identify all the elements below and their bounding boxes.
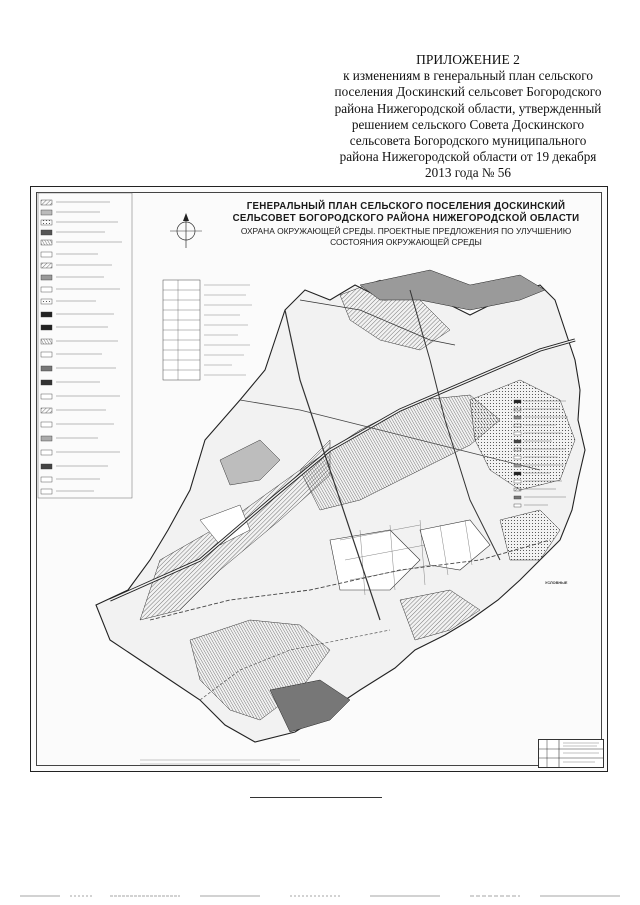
annex-line: района Нижегородской области, утвержденный <box>334 100 602 116</box>
map-title-line2: СЕЛЬСОВЕТ БОГОРОДСКОГО РАЙОНА НИЖЕГОРОДСКОЙ ОБЛАСТИ <box>232 213 580 224</box>
map-title-line1: ГЕНЕРАЛЬНЫЙ ПЛАН СЕЛЬСКОГО ПОСЕЛЕНИЯ ДОСКИНСКИЙ <box>246 201 566 212</box>
map-subtitle-line1: ОХРАНА ОКРУЖАЮЩЕЙ СРЕДЫ. ПРОЕКТНЫЕ ПРЕДЛОЖЕНИЯ ПО УЛУЧШЕНИЮ <box>240 226 572 236</box>
signature-rule <box>250 797 382 798</box>
annex-line: поселения Доскинский сельсовет Богородского <box>334 84 602 100</box>
map-subtitle-line2: СОСТОЯНИЯ ОКРУЖАЮЩЕЙ СРЕДЫ <box>330 237 482 247</box>
annex-line: сельсовета Богородского муниципального <box>349 133 587 149</box>
inner-legend <box>163 280 252 380</box>
compass-rose-icon <box>170 213 202 248</box>
annex-title: ПРИЛОЖЕНИЕ 2 <box>416 52 520 67</box>
annex-line: района Нижегородской области от 19 декабря <box>339 149 597 165</box>
bottom-notes <box>140 760 300 764</box>
annex-line: решением сельского Совета Доскинского <box>351 116 585 132</box>
left-legend <box>38 193 132 498</box>
right-legend-heading: УСЛОВНЫЕ <box>545 581 568 585</box>
annex-line: к изменениям в генеральный план сельского <box>343 68 593 84</box>
annex-line: 2013 года № 56 <box>425 165 511 181</box>
